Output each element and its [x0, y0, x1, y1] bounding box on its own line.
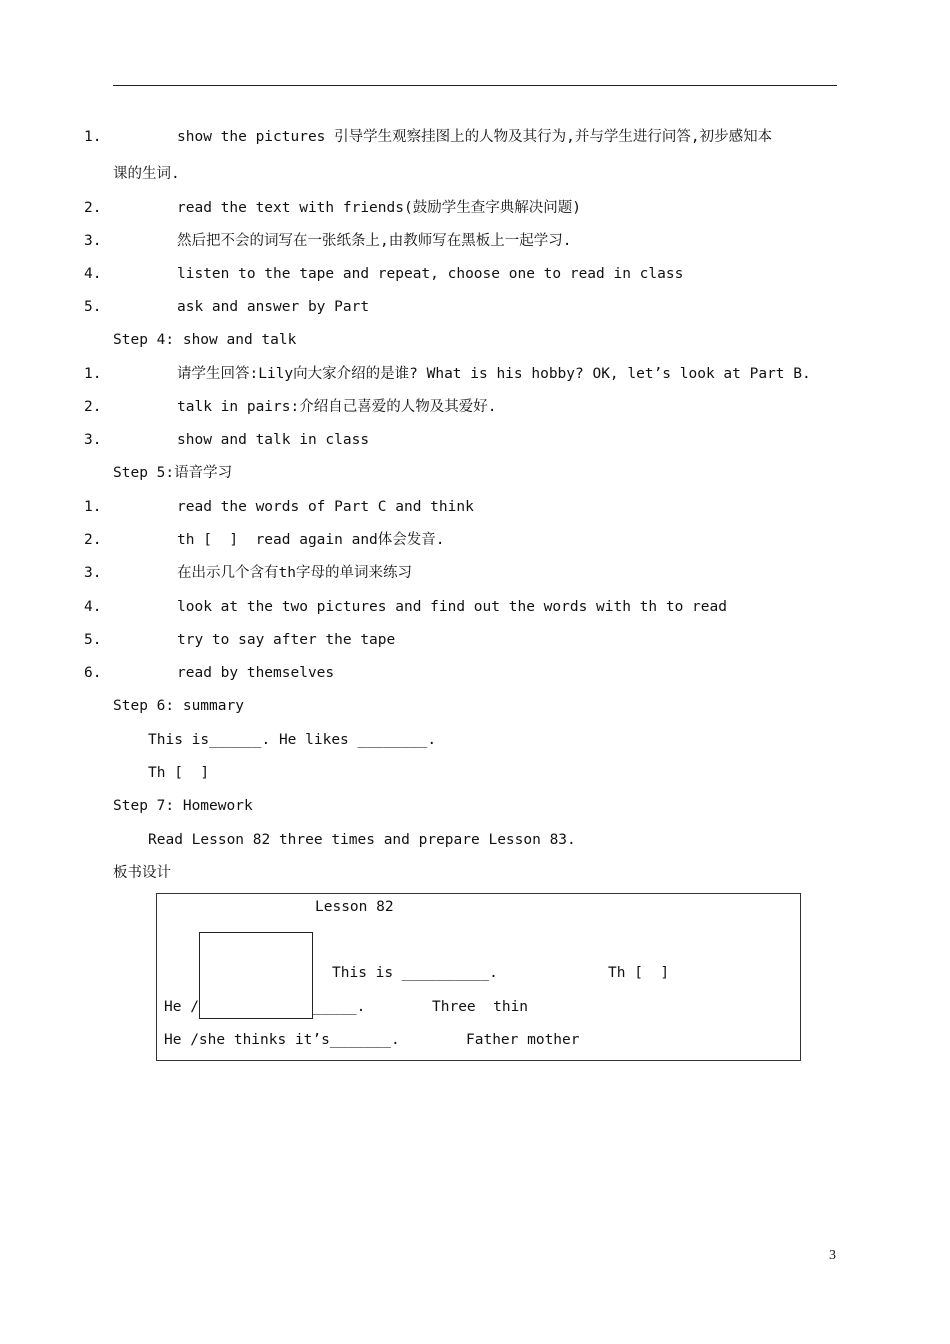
list-item: show and talk in class	[177, 432, 370, 448]
list-item-continuation: 课的生词.	[113, 166, 180, 182]
list-item: read by themselves	[177, 665, 335, 681]
board-text: Three thin	[432, 999, 529, 1015]
list-item: read the words of Part C and think	[177, 499, 474, 515]
step-heading: Step 7: Homework	[113, 798, 253, 814]
list-item: talk in pairs:介绍自己喜爱的人物及其爱好.	[177, 399, 497, 415]
board-text: Th [ ]	[608, 965, 670, 981]
step-heading: Step 6: summary	[113, 698, 244, 714]
list-item: try to say after the tape	[177, 632, 396, 648]
list-number: 2.	[84, 200, 102, 216]
board-heading: 板书设计	[113, 865, 171, 881]
list-item: ask and answer by Part	[177, 299, 370, 315]
list-number: 5.	[84, 299, 102, 315]
board-text: _____.	[313, 999, 366, 1015]
board-text: He /	[164, 999, 199, 1015]
board-title: Lesson 82	[315, 899, 394, 915]
homework-line: Read Lesson 82 three times and prepare Lesson 83.	[148, 832, 576, 848]
list-item: th [ ] read again and体会发音.	[177, 532, 445, 548]
list-number: 3.	[84, 233, 102, 249]
summary-line: Th [ ]	[148, 765, 210, 781]
list-number: 4.	[84, 266, 102, 282]
summary-line: This is______. He likes ________.	[148, 732, 437, 748]
list-number: 1.	[84, 499, 102, 515]
list-number: 1.	[84, 129, 102, 145]
list-item: look at the two pictures and find out the words with th to read	[177, 599, 727, 615]
step-heading: Step 4: show and talk	[113, 332, 297, 348]
list-item: read the text with friends(鼓励学生查字典解决问题)	[177, 200, 581, 216]
list-number: 1.	[84, 366, 102, 382]
list-item: 然后把不会的词写在一张纸条上,由教师写在黑板上一起学习.	[177, 233, 572, 249]
list-number: 3.	[84, 432, 102, 448]
board-text: This is __________.	[332, 965, 498, 981]
board-text: Father mother	[466, 1032, 580, 1048]
page-number: 3	[829, 1248, 836, 1263]
list-number: 2.	[84, 532, 102, 548]
list-item: show the pictures 引导学生观察挂图上的人物及其行为,并与学生进行问答,初步感知本	[177, 129, 773, 145]
list-number: 5.	[84, 632, 102, 648]
list-number: 3.	[84, 565, 102, 581]
list-item: 在出示几个含有th字母的单词来练习	[177, 565, 412, 581]
step-heading: Step 5:语音学习	[113, 465, 233, 481]
picture-placeholder	[199, 932, 313, 1019]
header-rule	[113, 85, 837, 86]
list-item: listen to the tape and repeat, choose one to read in class	[177, 266, 684, 282]
list-number: 2.	[84, 399, 102, 415]
list-number: 6.	[84, 665, 102, 681]
board-text: He /she thinks it’s_______.	[164, 1032, 400, 1048]
list-number: 4.	[84, 599, 102, 615]
list-item: 请学生回答:Lily向大家介绍的是谁? What is his hobby? OK, let’s look at Part B.	[177, 366, 811, 382]
